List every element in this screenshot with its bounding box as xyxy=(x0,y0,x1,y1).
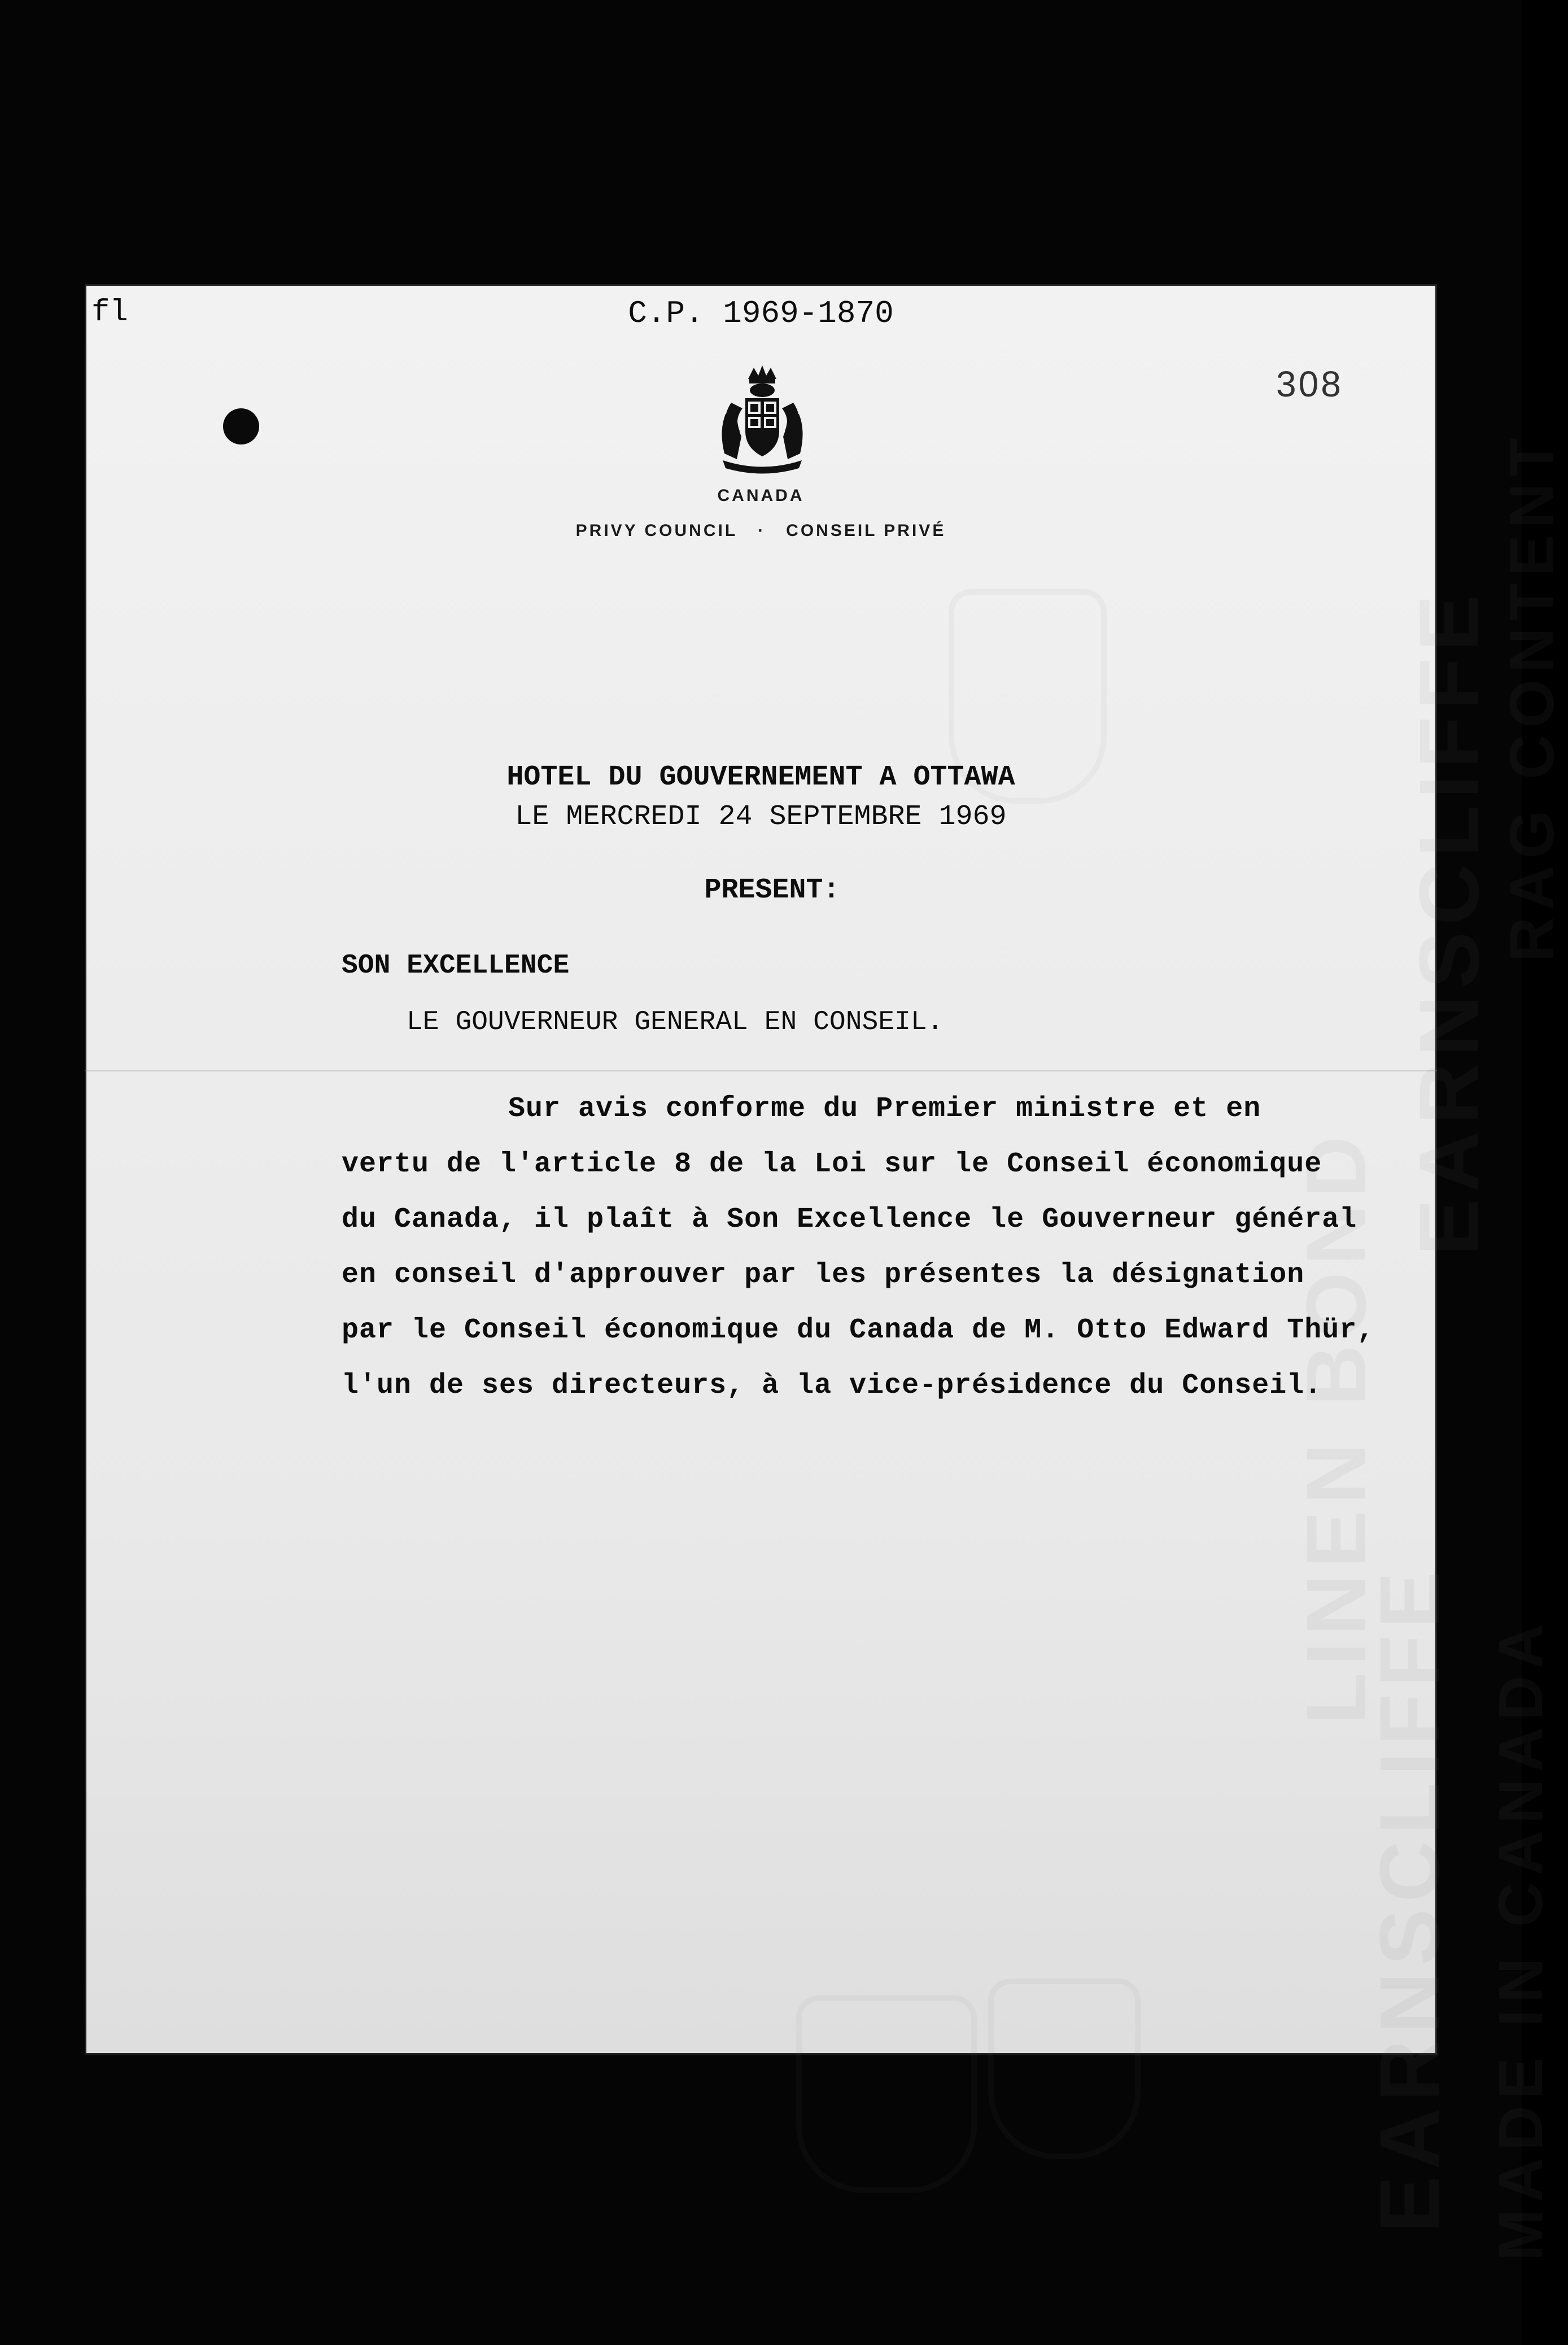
addressee-governor: LE GOUVERNEUR GENERAL EN CONSEIL. xyxy=(407,1007,944,1038)
heading-location: HOTEL DU GOUVERNEMENT A OTTAWA xyxy=(506,761,1015,794)
watermark-paper-mill: EARNSCLIFFE xyxy=(1362,1565,1457,2233)
watermark-shield-icon xyxy=(988,1978,1141,2159)
fold-line xyxy=(85,1070,1437,1071)
watermark-paper-mill: RAG CONTENT xyxy=(1497,431,1567,962)
watermark-shield-icon xyxy=(796,1995,977,2193)
punch-hole xyxy=(223,408,259,444)
folio-number: 308 xyxy=(1276,364,1343,404)
letterhead-country: CANADA xyxy=(717,486,805,505)
addressee-excellence: SON EXCELLENCE xyxy=(342,951,570,981)
corner-mark: fl xyxy=(91,295,128,330)
document-page xyxy=(85,284,1567,2261)
council-name-french: CONSEIL PRIVÉ xyxy=(786,521,946,540)
body-line: l'un de ses directeurs, à la vice-présidence du Conseil. xyxy=(342,1370,1322,1402)
body-line: du Canada, il plaît à Son Excellence le Gouverneur général xyxy=(342,1204,1357,1236)
order-number: C.P. 1969-1870 xyxy=(628,295,894,332)
council-separator: · xyxy=(758,521,766,540)
council-name-english: PRIVY COUNCIL xyxy=(575,521,738,540)
watermark-paper-mill: EARNSCLIFFE xyxy=(1401,588,1496,1256)
coat-of-arms-icon xyxy=(714,363,810,476)
body-line: Sur avis conforme du Premier ministre et en xyxy=(508,1093,1261,1125)
body-line: par le Conseil économique du Canada de M. Otto Edward Thür, xyxy=(342,1314,1375,1346)
heading-date: LE MERCREDI 24 SEPTEMBRE 1969 xyxy=(515,801,1007,833)
watermark-paper-mill: LINEN BOND xyxy=(1289,1129,1383,1724)
body-line: en conseil d'approuver par les présentes la désignation xyxy=(342,1259,1305,1291)
watermark-paper-mill: MADE IN CANADA xyxy=(1486,1617,1556,2261)
present-label: PRESENT: xyxy=(704,874,840,906)
letterhead-council xyxy=(85,521,1437,541)
body-line: vertu de l'article 8 de la Loi sur le Conseil économique xyxy=(342,1148,1322,1180)
